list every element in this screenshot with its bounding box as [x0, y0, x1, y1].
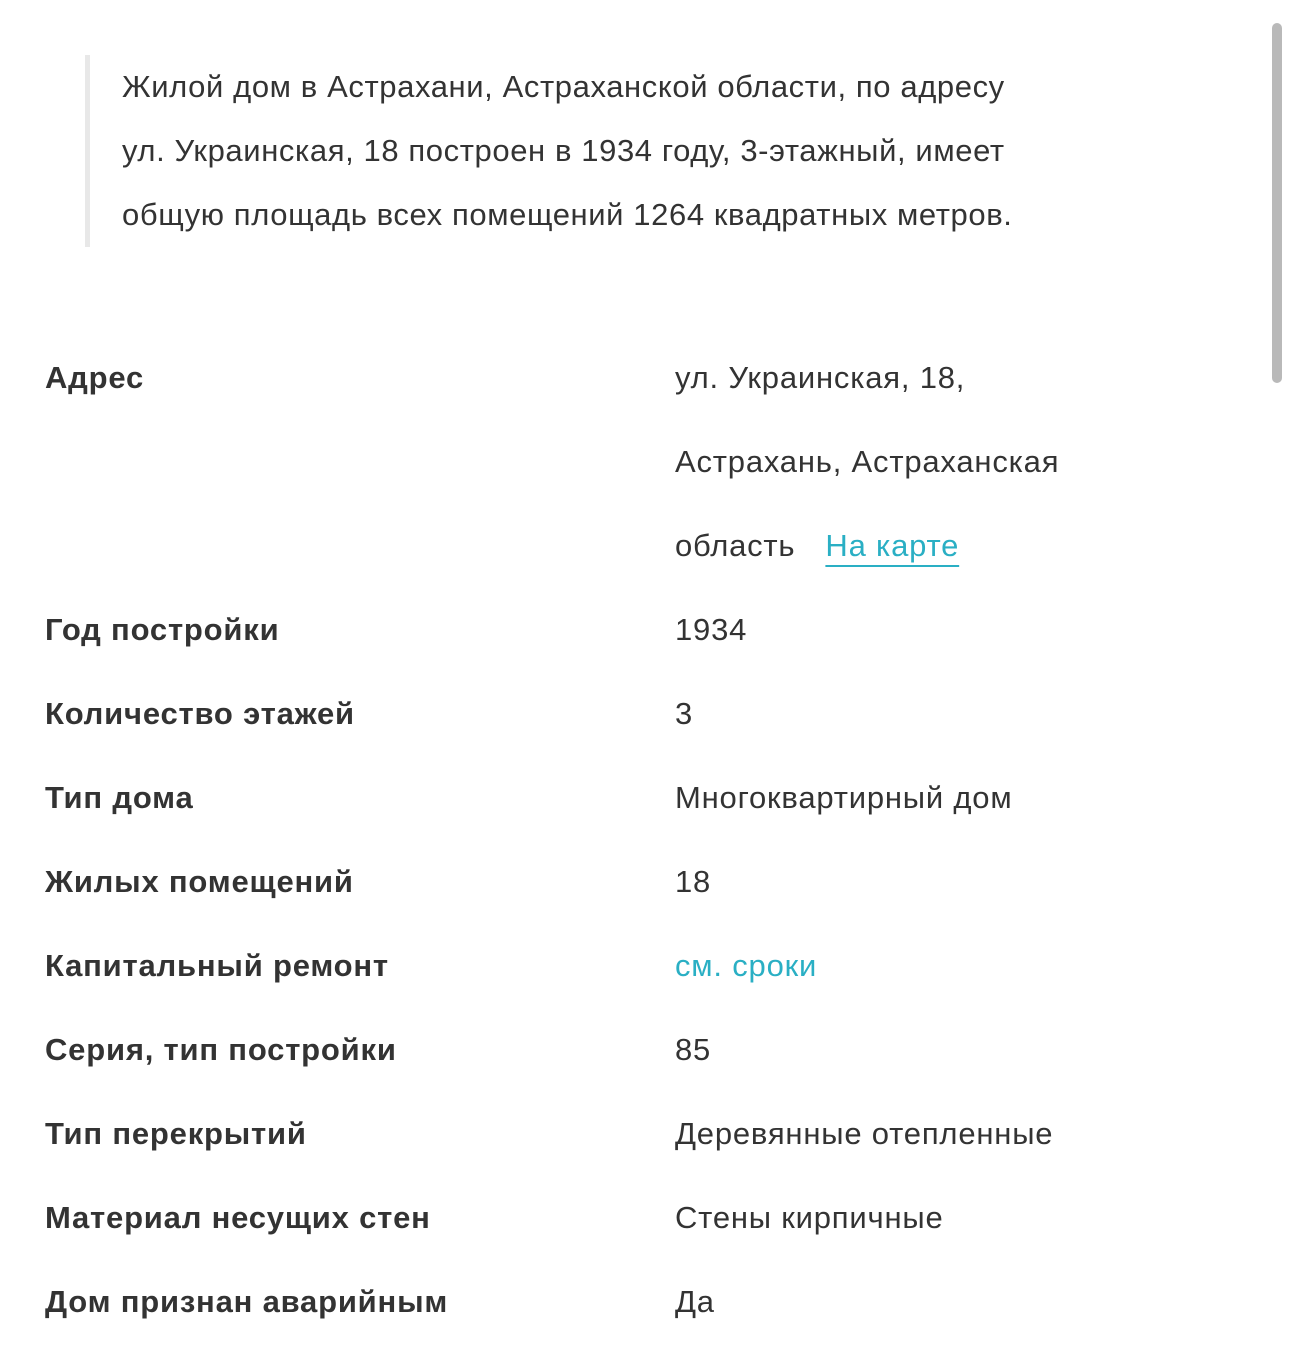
- row-value: [675, 588, 1240, 672]
- row-label: Материал несущих стен: [45, 1200, 431, 1235]
- table-row: [45, 924, 1240, 1008]
- table-row: [45, 756, 1240, 840]
- row-value: [675, 756, 1240, 840]
- table-row: [45, 588, 1240, 672]
- house-summary-quote: [85, 55, 1250, 247]
- table-row: [45, 672, 1240, 756]
- row-value-text: Многоквартирный дом: [675, 780, 1013, 815]
- house-summary-line: ул. Украинская, 18 построен в 1934 году, 3-этажный, имеет: [122, 133, 1005, 168]
- repair-terms-link[interactable]: см. сроки: [675, 948, 818, 983]
- row-label: Тип дома: [45, 780, 194, 815]
- row-label: Дом признан аварийным: [45, 1284, 449, 1319]
- row-value-text: 3: [675, 696, 694, 731]
- table-row: [45, 840, 1240, 924]
- row-label: Серия, тип постройки: [45, 1032, 397, 1067]
- table-row: [45, 336, 1240, 588]
- house-summary-line: Жилой дом в Астрахани, Астраханской области, по адресу: [122, 69, 1005, 104]
- row-value-line: Астрахань, Астраханская: [675, 444, 1060, 479]
- map-link[interactable]: На карте: [825, 528, 960, 563]
- vertical-scrollbar-thumb[interactable]: [1272, 23, 1282, 383]
- row-value-line: ул. Украинская, 18,: [675, 360, 966, 395]
- table-row: [45, 1092, 1240, 1176]
- row-value: [675, 840, 1240, 924]
- table-row: [45, 1176, 1240, 1260]
- row-label: Жилых помещений: [45, 864, 354, 899]
- row-value-text: 18: [675, 864, 712, 899]
- row-value: [675, 1260, 1240, 1344]
- row-label: Тип перекрытий: [45, 1116, 307, 1151]
- row-value: [675, 1008, 1240, 1092]
- row-label: Капитальный ремонт: [45, 948, 389, 983]
- row-label: Количество этажей: [45, 696, 355, 731]
- row-value: [675, 924, 1240, 1008]
- row-label: Адрес: [45, 360, 145, 395]
- row-value: [675, 336, 1240, 588]
- table-row: [45, 1008, 1240, 1092]
- row-value: [675, 672, 1240, 756]
- table-row: [45, 1260, 1240, 1344]
- row-value-text: Стены кирпичные: [675, 1200, 944, 1235]
- row-value: [675, 1092, 1240, 1176]
- details-table-body: [45, 336, 1240, 1344]
- row-label: Год постройки: [45, 612, 280, 647]
- house-summary-line: общую площадь всех помещений 1264 квадратных метров.: [122, 197, 1013, 232]
- row-value-text: 85: [675, 1032, 712, 1067]
- house-details-table: [45, 336, 1240, 1344]
- row-value-text: Да: [675, 1284, 715, 1319]
- row-value-text: 1934: [675, 612, 748, 647]
- row-value-text: Деревянные отепленные: [675, 1116, 1054, 1151]
- row-value: [675, 1176, 1240, 1260]
- row-value-line: область: [675, 528, 796, 563]
